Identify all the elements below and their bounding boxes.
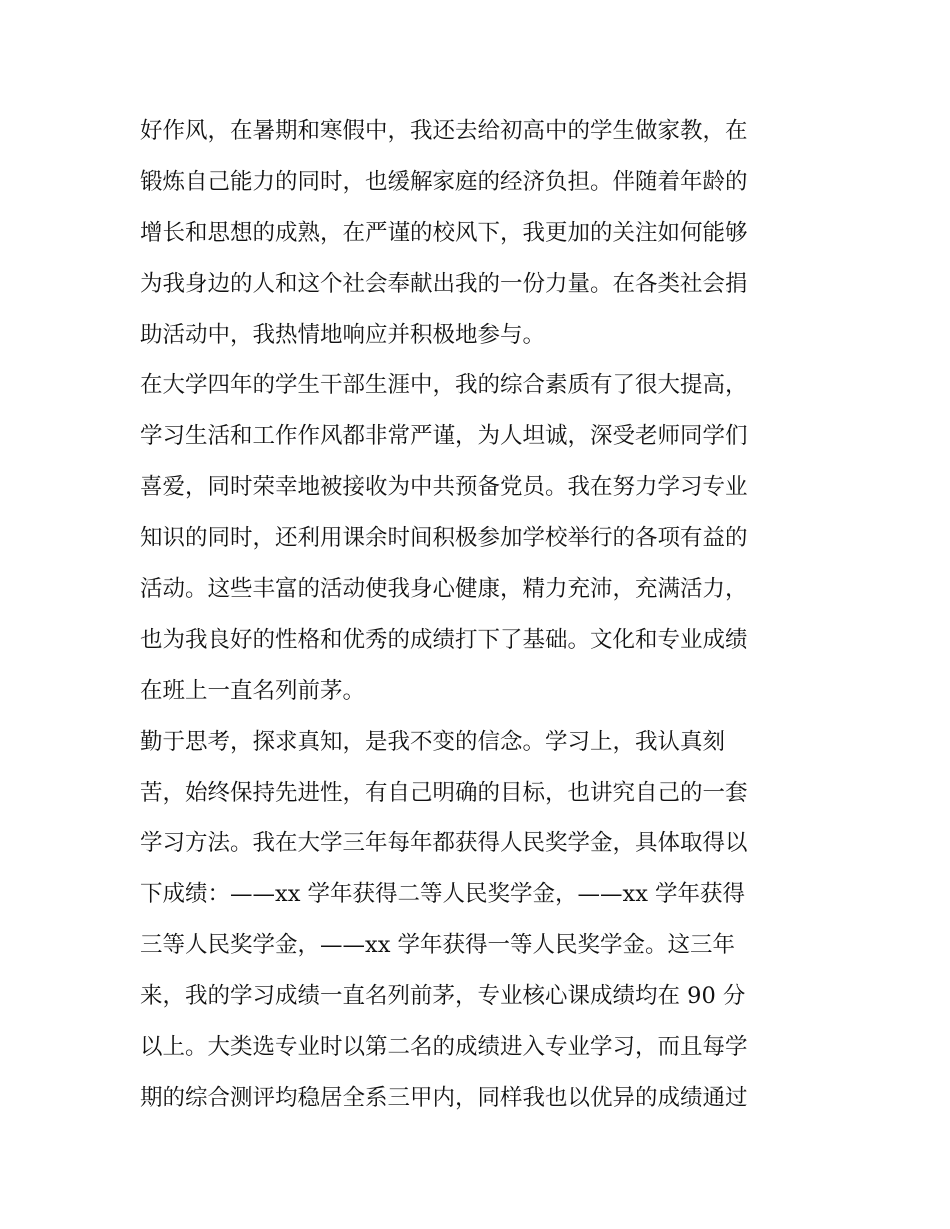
text-line: 三等人民奖学金，——xx 学年获得一等人民奖学金。这三年 [140,932,736,959]
text-line: 学习生活和工作作风都非常严谨，为人坦诚，深受老师同学们 [140,423,748,450]
text-line: 知识的同时，还利用课余时间积极参加学校举行的各项有益的 [140,525,748,552]
text-line: 下成绩：——xx 学年获得二等人民奖学金，——xx 学年获得 [140,881,746,908]
text-line: 活动。这些丰富的活动使我身心健康，精力充沛，充满活力， [140,576,748,603]
text-line: 勤于思考，探求真知，是我不变的信念。学习上，我认真刻 [140,728,726,755]
document-body-text [140,106,820,1124]
text-line: 喜爱，同时荣幸地被接收为中共预备党员。我在努力学习专业 [140,474,748,501]
text-line: 学习方法。我在大学三年每年都获得人民奖学金，具体取得以 [140,830,748,857]
text-line: 也为我良好的性格和优秀的成绩打下了基础。文化和专业成绩 [140,626,748,653]
text-line: 为我身边的人和这个社会奉献出我的一份力量。在各类社会捐 [140,270,748,297]
text-line: 助活动中，我热情地响应并积极地参与。 [140,321,546,348]
text-line: 在班上一直名列前茅。 [140,677,366,704]
text-line: 期的综合测评均稳居全系三甲内，同样我也以优异的成绩通过 [140,1084,748,1111]
text-line: 在大学四年的学生干部生涯中，我的综合素质有了很大提高， [140,372,748,399]
text-line: 以上。大类选专业时以第二名的成绩进入专业学习，而且每学 [140,1034,748,1061]
text-line: 锻炼自己能力的同时，也缓解家庭的经济负担。伴随着年龄的 [140,168,748,195]
text-line: 增长和思想的成熟，在严谨的校风下，我更加的关注如何能够 [140,219,748,246]
text-line: 苦，始终保持先进性，有自己明确的目标，也讲究自己的一套 [140,779,748,806]
text-line: 好作风，在暑期和寒假中，我还去给初高中的学生做家教，在 [140,118,748,144]
text-line: 来，我的学习成绩一直名列前茅，专业核心课成绩均在 90 分 [140,983,746,1010]
